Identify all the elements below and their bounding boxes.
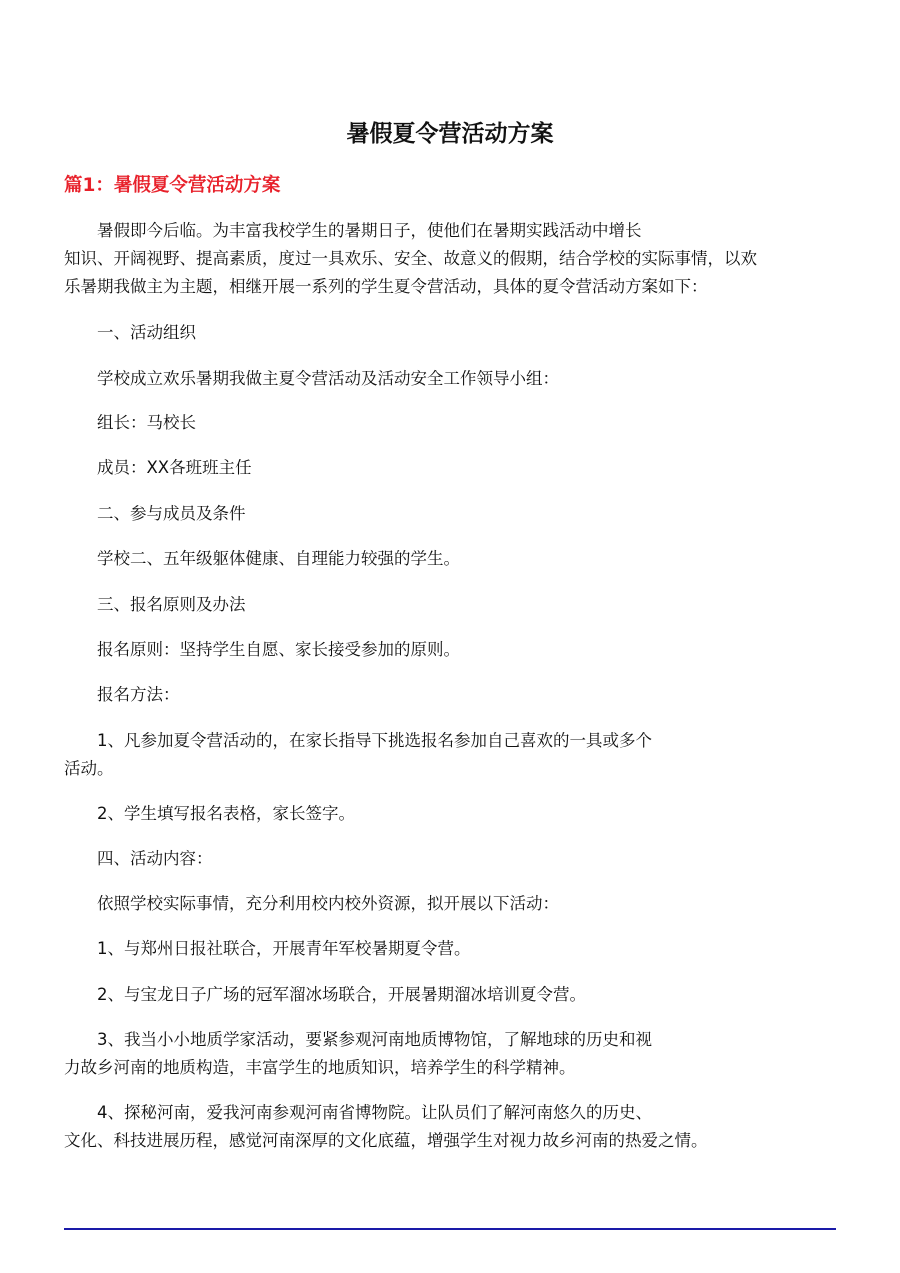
section-title: 三、报名原则及办法	[97, 595, 246, 614]
paragraph: 依照学校实际事情，充分利用校内校外资源，拟开展以下活动：	[97, 894, 559, 913]
list-item: 2、与宝龙日子广场的冠军溜冰场联合，开展暑期溜冰培训夏令营。	[97, 985, 586, 1004]
section-heading: 篇1：暑假夏令营活动方案	[64, 175, 281, 196]
intro-line: 知识、开阔视野、提高素质，度过一具欢乐、安全、故意义的假期，结合学校的实际事情，以欢	[64, 249, 757, 268]
list-item: 1、凡参加夏令营活动的，在家长指导下挑选报名参加自己喜欢的一具或多个	[97, 731, 652, 750]
list-item-cont: 力故乡河南的地质构造，丰富学生的地质知识，培养学生的科学精神。	[64, 1058, 576, 1077]
section-title: 一、活动组织	[97, 323, 196, 342]
list-item-cont: 文化、科技进展历程，感觉河南深厚的文化底蕴，增强学生对视力故乡河南的热爱之情。	[64, 1131, 708, 1150]
list-item: 2、学生填写报名表格，家长签字。	[97, 804, 355, 823]
section-title: 二、参与成员及条件	[97, 504, 246, 523]
list-item-cont: 活动。	[64, 759, 114, 778]
paragraph: 报名方法：	[97, 685, 180, 704]
paragraph: 组长：马校长	[97, 413, 196, 432]
paragraph: 成员：XX各班班主任	[97, 458, 252, 477]
intro-line: 乐暑期我做主为主题，相继开展一系列的学生夏令营活动，具体的夏令营活动方案如下：	[64, 277, 708, 296]
list-item: 4、探秘河南，爱我河南参观河南省博物院。让队员们了解河南悠久的历史、	[97, 1103, 652, 1122]
paragraph: 学校二、五年级躯体健康、自理能力较强的学生。	[97, 549, 460, 568]
document-title: 暑假夏令营活动方案	[346, 121, 554, 147]
paragraph: 学校成立欢乐暑期我做主夏令营活动及活动安全工作领导小组：	[97, 369, 559, 388]
section-title: 四、活动内容：	[97, 849, 213, 868]
list-item: 1、与郑州日报社联合，开展青年军校暑期夏令营。	[97, 939, 471, 958]
list-item: 3、我当小小地质学家活动，要紧参观河南地质博物馆，了解地球的历史和视	[97, 1030, 652, 1049]
footer-divider	[64, 1228, 836, 1230]
paragraph: 报名原则：坚持学生自愿、家长接受参加的原则。	[97, 640, 460, 659]
intro-line: 暑假即今后临。为丰富我校学生的暑期日子，使他们在暑期实践活动中增长	[97, 221, 642, 240]
